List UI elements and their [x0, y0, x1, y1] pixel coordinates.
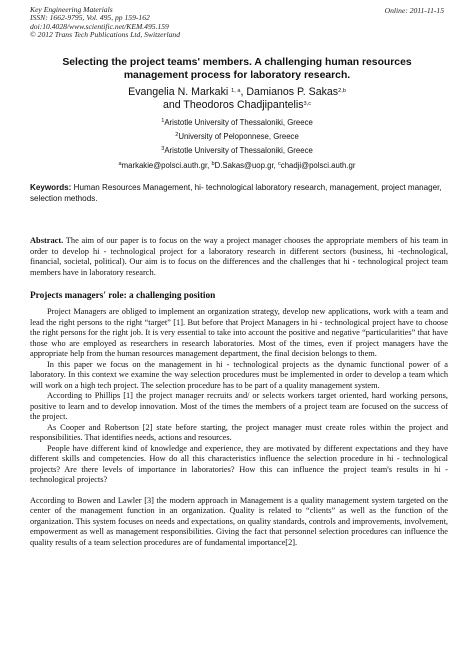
author-1-name: Evangelia N. Markaki	[128, 86, 232, 98]
section-heading: Projects managers' role: a challenging position	[30, 291, 216, 301]
journal-meta	[30, 6, 180, 40]
affiliation-2	[30, 132, 444, 141]
paragraph-3: According to Phillips [1] the project manager recruits and/ or selects workers target oriented, hard working persons, positive to learn and to develop innovation. Most of the times the members of a project team are focused on the success of the project.	[30, 391, 448, 422]
email-b: D.Sakas@uop.gr,	[214, 161, 278, 170]
issn-line: ISSN: 1662-9795, Vol. 495, pp 159-162	[30, 13, 150, 23]
email-b-sup: b	[211, 161, 215, 167]
title-line-1: Selecting the project teams' members. A challenging human resources	[62, 57, 412, 68]
affiliation-1	[30, 118, 444, 127]
affiliation-1-text: Aristotle University of Thessaloniki, Greece	[164, 118, 313, 127]
body-text	[30, 307, 448, 548]
author-2-sup: 2,b	[338, 88, 346, 94]
affiliation-3-text: Aristotle University of Thessaloniki, Greece	[164, 146, 313, 155]
paper-title	[30, 57, 444, 82]
author-3-sup: 3,c	[303, 100, 312, 107]
abstract	[30, 236, 448, 278]
title-line-2: management process for laboratory research.	[123, 69, 351, 81]
email-c-sup: c	[278, 161, 281, 167]
author-3-name: and Theodoros Chadjipantelis	[162, 98, 304, 111]
email-a-sup: a	[118, 161, 122, 167]
author-line-2	[30, 99, 444, 112]
author-1-sup: 1, a	[231, 88, 241, 94]
author-list	[30, 86, 444, 111]
copyright-line: © 2012 Trans Tech Publications Ltd, Switzerland	[30, 30, 180, 40]
paragraph-4: As Cooper and Robertson [2] state before starting, the project manager must create roles within the project and responsibilities. That identifies needs, actions and resources.	[30, 422, 448, 443]
abstract-label: Abstract.	[30, 236, 64, 245]
paragraph-6: According to Bowen and Lawler [3] the modern approach in Management is a quality management system targeted on the center of the management function in an organization. Quality is related to “clients” as well as the function of the organization. This system focuses on needs and expectations, on quality standards, controls and improvements, involvement, empowerment as well as management responsibilities. Giving the fact that personnel selection procedures can influence the quality results of a team selection procedures are of fundamental importance[2].	[30, 495, 448, 547]
affiliation-3	[30, 146, 444, 155]
paragraph-2: In this paper we focus on the management in hi - technological projects as the dynamic functional power of a laboratory. In this context we examine the way selection procedures must be implemented in order to develop a team which will work on a high tech project. The selection procedure has to be part of a quality management system.	[30, 359, 448, 390]
author-2-name: , Damianos P. Sakas	[240, 86, 339, 98]
online-date: Online: 2011-11-15	[384, 6, 444, 15]
doi-line: doi:10.4028/www.scientific.net/KEM.495.159	[30, 21, 169, 31]
email-line	[30, 161, 444, 170]
affiliation-3-sup: 3	[161, 146, 165, 152]
author-line-1	[30, 86, 444, 99]
keywords-text: Human Resources Management, hi- technological laboratory research, management, project manager, selection methods.	[30, 183, 442, 203]
keywords-label: Keywords:	[30, 183, 72, 192]
paragraph-1: Project Managers are obliged to implement an organization strategy, develop new applications, work with a team and lead the right persons to the right “target” [1]. But before that Project Managers in hi - technological project have to choose the right persons for the right job. It is very essential to take into account the positive and negative “particularities” that have those who are employed as researchers in research laboratories. Most of the times, even if project managers have the appropriate help from the human resources management department, the final decision belongs to them.	[30, 307, 448, 359]
email-a: markakie@polsci.auth.gr,	[121, 161, 212, 170]
keywords	[30, 183, 448, 204]
journal-name: Key Engineering Materials	[30, 5, 113, 14]
email-c: chadji@polsci.auth.gr	[280, 161, 356, 170]
affiliation-1-sup: 1	[161, 118, 165, 124]
affiliation-2-sup: 2	[175, 132, 179, 138]
abstract-text: The aim of our paper is to focus on the way a project manager chooses the appropriate members of his team in order to develop hi - technological project for a laboratory research in different sectors (business, hi -technological, financial, societal, political). Our aim is to focus on the differences and the challenges that hi - technological project team members have in laboratory research.	[30, 236, 448, 277]
affiliation-2-text: University of Peloponnese, Greece	[178, 132, 299, 141]
paragraph-5: People have different kind of knowledge and experience, they are motivated by different expectations and they have different skills and competencies. How do all this characteristics influence the selection procedure in hi - technological projects? Are there levels of importance in laboratories? How this can influence the project team's results in hi - technological projects?	[30, 443, 448, 485]
